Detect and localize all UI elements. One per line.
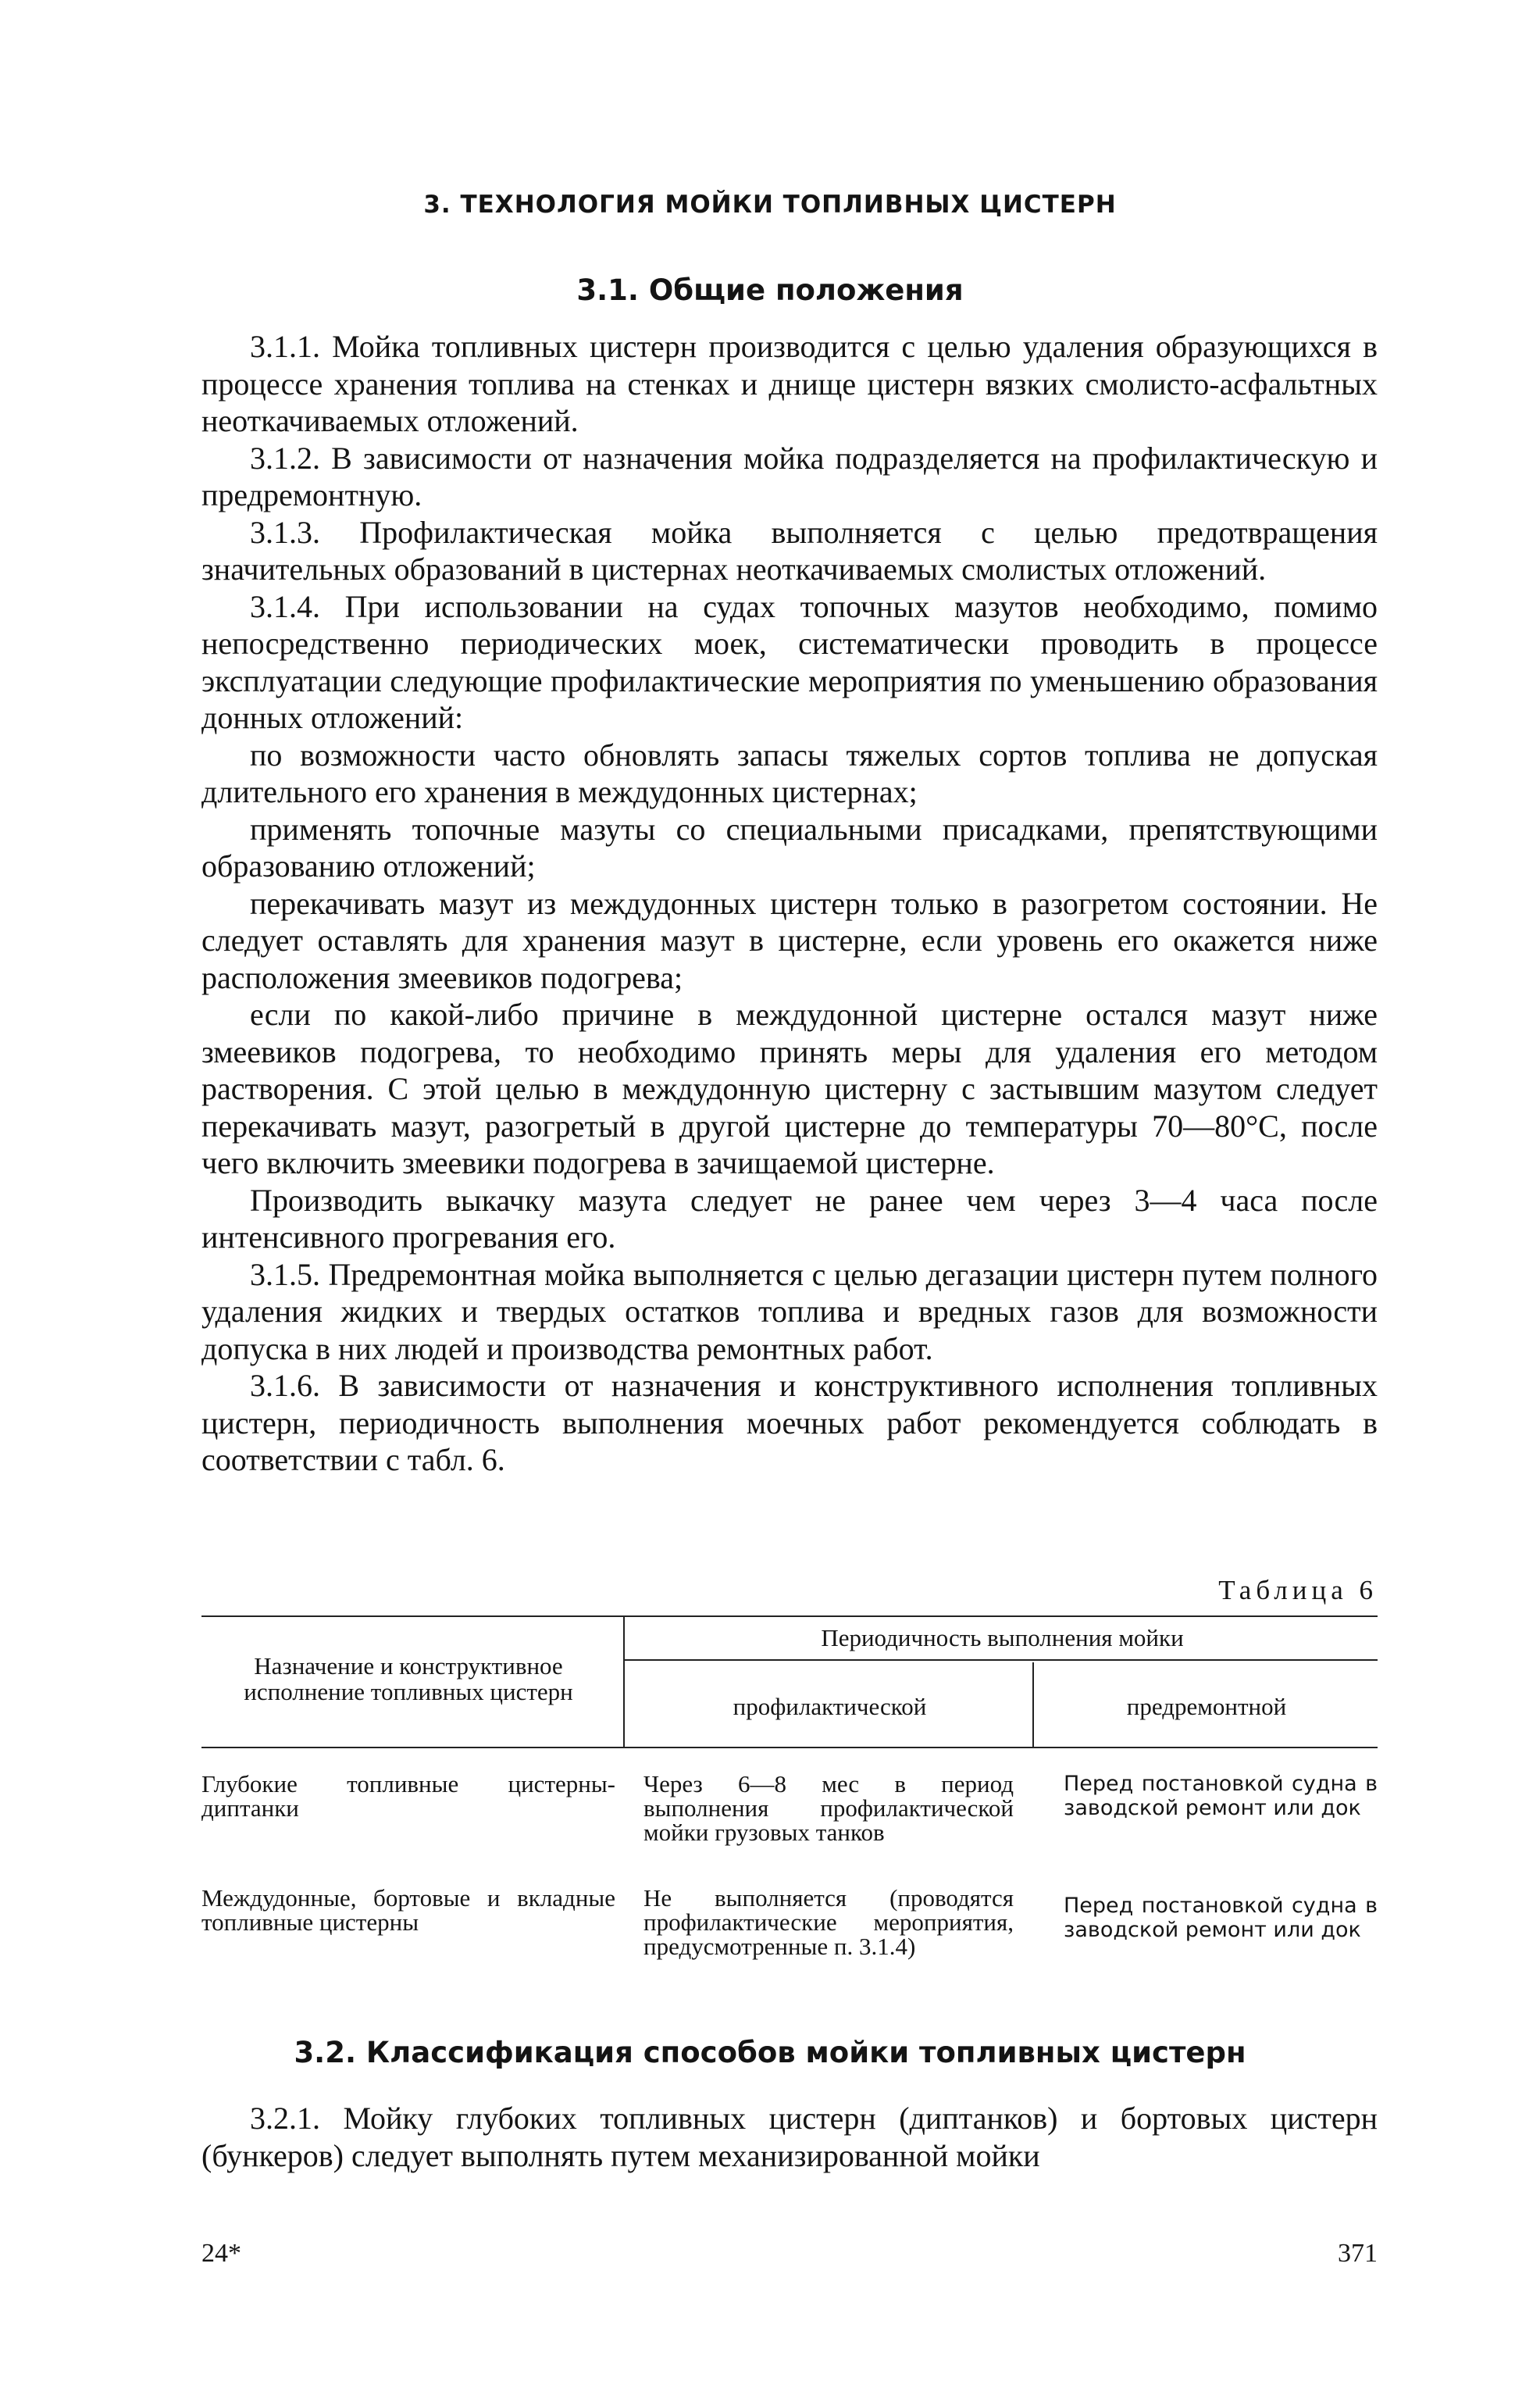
paragraph: Производить выкачку мазута следует не ранее чем через 3—4 часа после интенсивного прогревания его.	[201, 1182, 1378, 1255]
table-cell-purpose: Междудонные, бортовые и вкладные топливные цистерны	[201, 1884, 615, 1936]
section-3-2-body	[201, 2100, 1378, 2174]
paragraph: 3.1.6. В зависимости от назначения и конструктивного исполнения топливных цистерн, периодичность выполнения моечных работ рекомендуется соблюдать в соответствии с табл. 6.	[201, 1368, 1378, 1477]
table-header-bottom-rule	[201, 1747, 1378, 1748]
table-cell-prerepair: Перед постановкой судна в заводской ремонт или док	[1064, 1894, 1378, 1942]
paragraph: перекачивать мазут из междудонных цистерн только в разогретом состоянии. Не следует оставлять для хранения мазут в цистерне, если уровень его окажется ниже расположения змеевиков подогрева;	[201, 885, 1378, 995]
table-vertical-rule	[623, 1615, 625, 1747]
subsection-title-3-2: 3.2. Классификация способов мойки топливных цистерн	[294, 2036, 1246, 2069]
header-prerepair: предремонтной	[1126, 1693, 1287, 1720]
table-cell-purpose: Глубокие топливные цистерны-диптанки	[201, 1770, 615, 1822]
table-top-rule	[201, 1615, 1378, 1617]
table-caption: Таблица 6	[1218, 1575, 1378, 1605]
paragraph: 3.1.2. В зависимости от назначения мойка подразделяется на профилактическую и предремонтную.	[201, 440, 1378, 512]
table-cell-preventive: Не выполняется (проводятся профилактические мероприятия, предусмотренные п. 3.1.4)	[643, 1884, 1014, 1960]
header-purpose: Назначение и конструктивное исполнение топливных цистерн	[244, 1652, 573, 1705]
section-3-1-body	[201, 328, 1378, 1479]
section-title: 3. ТЕХНОЛОГИЯ МОЙКИ ТОПЛИВНЫХ ЦИСТЕРН	[423, 191, 1117, 219]
table-group-rule	[623, 1659, 1378, 1661]
paragraph: по возможности часто обновлять запасы тяжелых сортов топлива не допуская длительного его хранения в междудонных цистернах;	[201, 737, 1378, 809]
paragraph: 3.1.1. Мойка топливных цистерн производится с целью удаления образующихся в процессе хранения топлива на стенках и днище цистерн вязких смолисто-асфальтных неоткачиваемых отложений.	[201, 329, 1378, 438]
table-cell-preventive: Через 6—8 мес в период выполнения профилактической мойки грузовых танков	[643, 1770, 1014, 1846]
table-cell-prerepair: Перед постановкой судна в заводской ремонт или док	[1064, 1772, 1378, 1820]
paragraph: 3.1.3. Профилактическая мойка выполняется с целью предотвращения значительных образований в цистернах неоткачиваемых смолистых отложений.	[201, 514, 1378, 587]
paragraph: 3.1.4. При использовании на судах топочных мазутов необходимо, помимо непосредственно периодических моек, систематически проводить в процессе эксплуатации следующие профилактические мероприятия по уменьшению образования донных отложений:	[201, 588, 1378, 735]
paragraph: 3.1.5. Предремонтная мойка выполняется с целью дегазации цистерн путем полного удаления жидких и твердых остатков топлива и вредных газов для возможности допуска в них людей и производства ремонтных работ.	[201, 1256, 1378, 1366]
paragraph: 3.2.1. Мойку глубоких топливных цистерн (диптанков) и бортовых цистерн (бункеров) следует выполнять путем механизированной мойки	[201, 2101, 1378, 2173]
subsection-title-3-1: 3.1. Общие положения	[576, 273, 964, 307]
header-periodicity: Периодичность выполнения мойки	[821, 1624, 1184, 1651]
header-preventive: профилактической	[733, 1693, 927, 1720]
table-vertical-rule	[1032, 1662, 1034, 1747]
paragraph: применять топочные мазуты со специальными присадками, препятствующими образованию отложений;	[201, 811, 1378, 884]
paragraph: если по какой-либо причине в междудонной цистерне остался мазут ниже змеевиков подогрева, то необходимо принять меры для удаления его методом растворения. С этой целью в междудонную цистерну с застывшим мазутом следует перекачивать мазут, разогретый в другой цистерне до температуры 70—80°С, после чего включить змеевики подогрева в зачищаемой цистерне.	[201, 997, 1378, 1180]
page-number: 371	[1338, 2239, 1378, 2268]
signature-mark: 24*	[201, 2239, 241, 2268]
